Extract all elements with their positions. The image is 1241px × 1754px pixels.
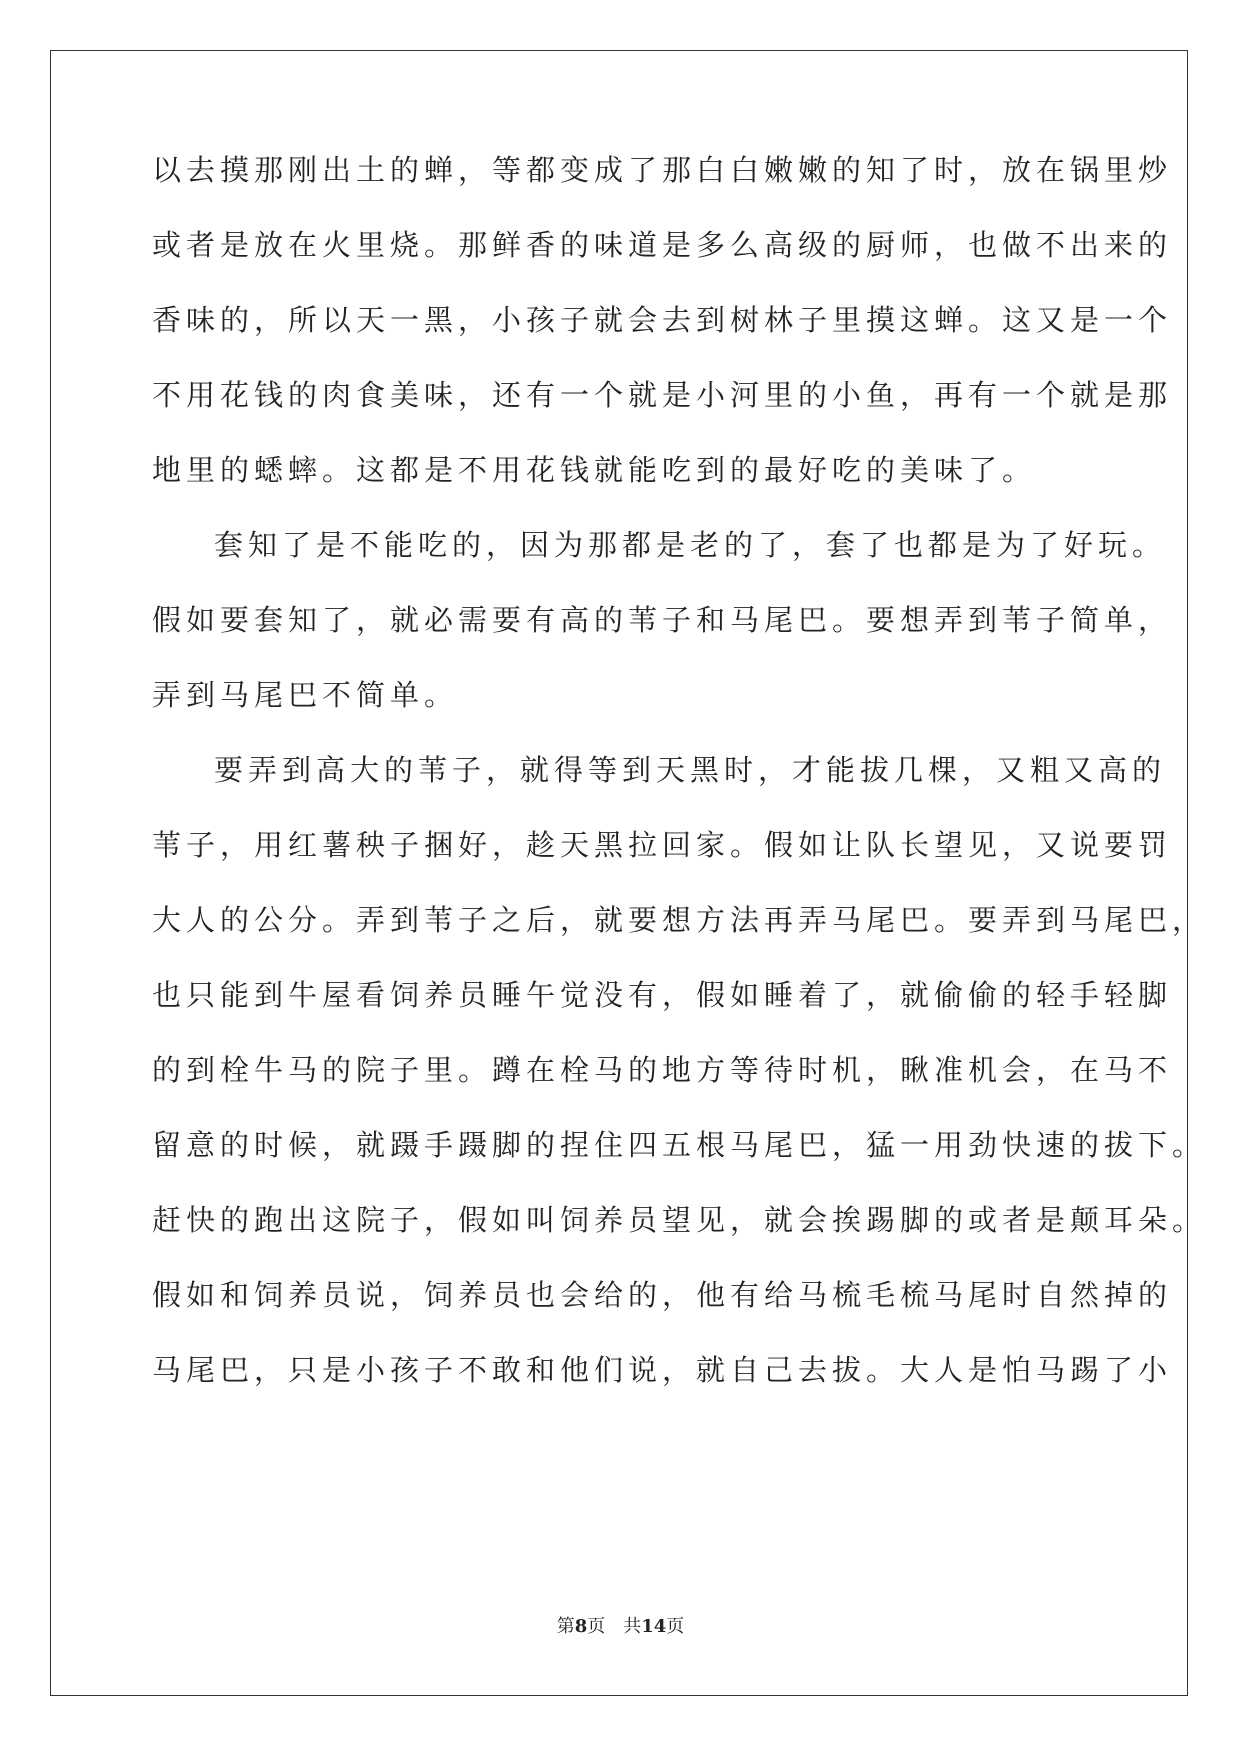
page-prefix: 第 bbox=[556, 1616, 575, 1637]
page-number: 8 bbox=[574, 1616, 588, 1637]
text-line: 的到栓牛马的院子里。蹲在栓马的地方等待时机，瞅准机会，在马不 bbox=[152, 1053, 1173, 1087]
text-line: 也只能到牛屋看饲养员睡午觉没有，假如睡着了，就偷偷的轻手轻脚 bbox=[152, 978, 1173, 1012]
text-line: 赶快的跑出这院子，假如叫饲养员望见，就会挨踢脚的或者是颠耳朵。 bbox=[152, 1203, 1207, 1237]
text-line: 要弄到高大的苇子，就得等到天黑时，才能拔几棵，又粗又高的 bbox=[214, 753, 1167, 787]
text-line: 苇子，用红薯秧子捆好，趁天黑拉回家。假如让队长望见，又说要罚 bbox=[152, 828, 1173, 862]
text-line: 套知了是不能吃的，因为那都是老的了，套了也都是为了好玩。 bbox=[214, 528, 1167, 562]
text-line: 马尾巴，只是小孩子不敢和他们说，就自己去拔。大人是怕马踢了小 bbox=[152, 1353, 1173, 1387]
total-suffix: 页 bbox=[666, 1616, 685, 1637]
text-line: 或者是放在火里烧。那鲜香的味道是多么高级的厨师，也做不出来的 bbox=[152, 228, 1173, 262]
text-line: 假如和饲养员说，饲养员也会给的，他有给马梳毛梳马尾时自然掉的 bbox=[152, 1278, 1173, 1312]
page-suffix: 页 bbox=[587, 1616, 606, 1637]
text-line: 地里的蟋蟀。这都是不用花钱就能吃到的最好吃的美味了。 bbox=[152, 453, 1037, 487]
total-prefix: 共 bbox=[623, 1616, 642, 1637]
text-line: 假如要套知了，就必需要有高的苇子和马尾巴。要想弄到苇子简单， bbox=[152, 603, 1173, 637]
text-line: 弄到马尾巴不简单。 bbox=[152, 678, 459, 712]
text-line: 香味的，所以天一黑，小孩子就会去到树林子里摸这蝉。这又是一个 bbox=[152, 303, 1173, 337]
page-border bbox=[50, 50, 1188, 1696]
text-line: 留意的时候，就蹑手蹑脚的捏住四五根马尾巴，猛一用劲快速的拔下。 bbox=[152, 1128, 1207, 1162]
text-line: 以去摸那刚出土的蝉，等都变成了那白白嫩嫩的知了时，放在锅里炒 bbox=[152, 153, 1173, 187]
text-line: 不用花钱的肉食美味，还有一个就是小河里的小鱼，再有一个就是那 bbox=[152, 378, 1173, 412]
page-footer bbox=[0, 1612, 1241, 1638]
text-line: 大人的公分。弄到苇子之后，就要想方法再弄马尾巴。要弄到马尾巴， bbox=[152, 903, 1207, 937]
total-pages: 14 bbox=[641, 1616, 667, 1637]
